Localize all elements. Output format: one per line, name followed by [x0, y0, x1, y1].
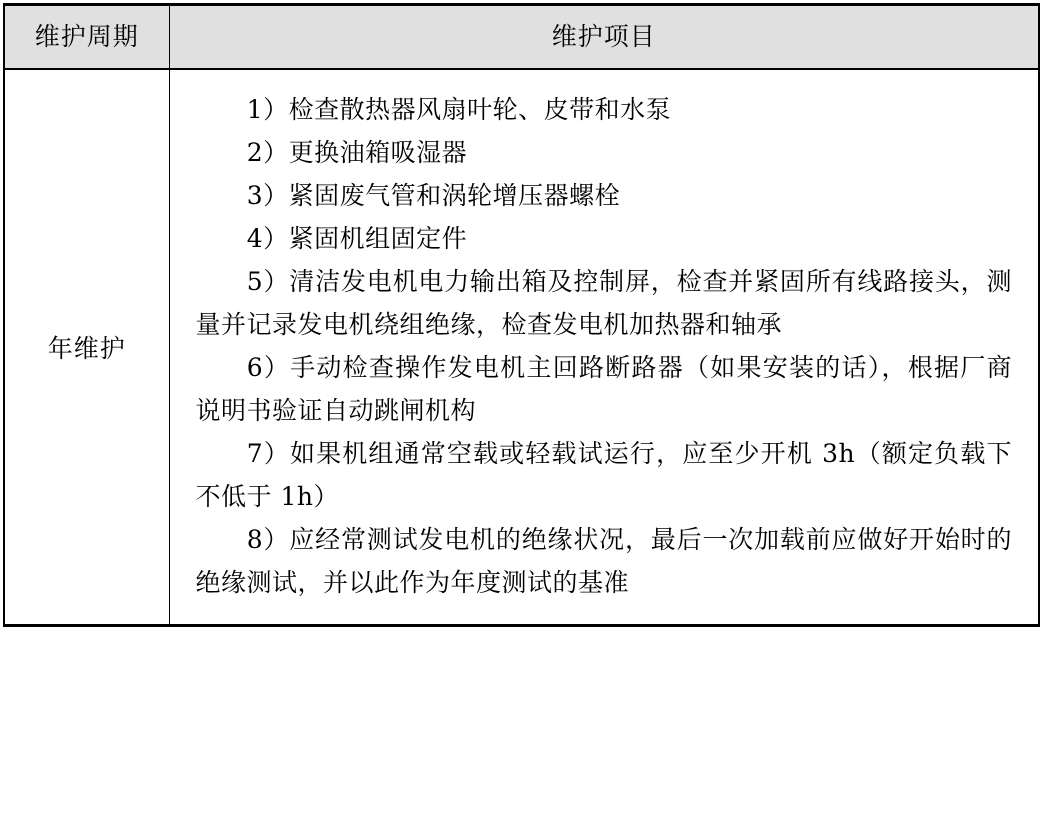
cell-period: 年维护	[4, 69, 169, 626]
list-item: 2）更换油箱吸湿器	[246, 138, 468, 167]
cell-items	[169, 69, 1039, 626]
table-header-row	[4, 5, 1039, 70]
list-item: 7）如果机组通常空载或轻载试运行，应至少开机 3h（额定负载下不低于 1h）	[195, 439, 1012, 511]
table-header	[4, 5, 1039, 70]
table-row	[4, 69, 1039, 626]
maintenance-table	[3, 3, 1040, 627]
table-body	[4, 69, 1039, 626]
list-item: 1）检查散热器风扇叶轮、皮带和水泵	[246, 95, 672, 124]
list-item: 4）紧固机组固定件	[246, 224, 468, 253]
maintenance-item-list	[196, 88, 1013, 604]
list-item: 3）紧固废气管和涡轮增压器螺栓	[246, 181, 621, 210]
list-item: 6）手动检查操作发电机主回路断路器（如果安装的话），根据厂商说明书验证自动跳闸机构	[195, 353, 1012, 425]
column-header-period: 维护周期	[4, 5, 169, 70]
document-page	[0, 3, 1041, 835]
list-item: 5）清洁发电机电力输出箱及控制屏，检查并紧固所有线路接头，测量并记录发电机绕组绝缘，检查发电机加热器和轴承	[195, 267, 1012, 339]
list-item: 8）应经常测试发电机的绝缘状况，最后一次加载前应做好开始时的绝缘测试，并以此作为年度测试的基准	[195, 525, 1012, 597]
column-header-items: 维护项目	[169, 5, 1039, 70]
